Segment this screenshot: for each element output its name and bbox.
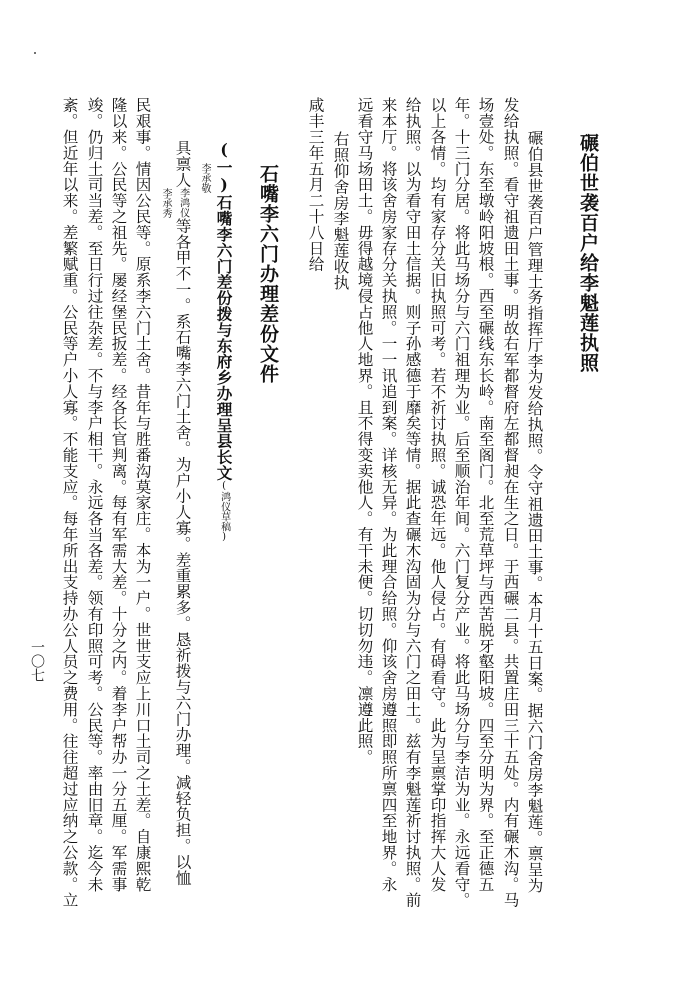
doc1-line-4: 年。十三门分居。将此马场分与六门祖理为业。后至顺治年间。六门复分产业。将此马场分与李洁为业。永远看守。: [452, 97, 471, 908]
doc2-line-3: 隆以来。公民等之祖先。屡经堡民扳差。经各长官判离。每有军需大差。十分之内。着李户帮办一分五厘。军需事: [109, 97, 128, 892]
doc1-line-2: 发给执照。看守祖遗田土事。明故右军都督府左都督昶在生之日。于西碾二县。共置庄田三十五处。内有碾木沟。马: [501, 97, 520, 908]
doc2-name-cheng-jing: 李承敬: [199, 163, 210, 193]
doc2-section-note: (鸿仪草稿): [218, 480, 230, 543]
doc1-recipient: 右照仰舍房李魁莲收执: [331, 131, 350, 290]
doc1-title: 碾伯世袭百户给李魁莲执照: [577, 133, 599, 373]
doc1-line-1: 碾伯县世袭百户管理土务指挥厅李为发给执照。令守祖遗田土事。本月十五日案。据六门舍房李魁莲。禀呈为: [525, 130, 544, 894]
doc2-petitioner-label: 具禀人: [173, 140, 192, 188]
doc2-name-cheng-xiu: 李承秀: [160, 188, 171, 218]
doc1-date: 咸丰三年五月二十八日给: [306, 97, 325, 272]
doc1-line-8: 远看守马场田土。毋得越境侵占他人地界。且不得变卖他人。有干未便。切切勿违。凛遵此照。: [355, 97, 374, 765]
doc2-petition-line-1: [174, 140, 190, 886]
doc2-petitioner-name: 李鸿仪: [177, 187, 189, 218]
doc1-line-3: 场壹处。东至墩岭阳坡根。西至碾线东长岭。南至阁门。北至荒草坪与西苦脱牙壑阳坡。四至分明为界。至正德五: [476, 97, 495, 892]
doc2-line-4: 竣。仍归土司当差。至日行过往杂差。不与李户相干。永远各当各差。领有印照可考。公民等。率由旧章。迄今未: [85, 97, 104, 892]
doc2-petition-text: 等各甲不一。系石嘴李六门土舍。为户小人寡。差重累多。恳祈拨与六门办理。减轻负担。以恤: [173, 217, 192, 886]
page-number: 一〇七: [29, 640, 45, 682]
doc2-section-title: [216, 140, 232, 543]
doc1-line-5: 以上各情。均有家存分关旧执照可考。若不祈讨执照。诚恐年远。他人侵占。有碍看守。此为呈禀掌印指挥大人发: [428, 97, 447, 892]
scan-speck: [34, 52, 36, 54]
doc1-line-7: 来本厅。将该舍房家存分关执照。一一讯追到案。详核无异。为此理合给照。仰该舍房遵照即照所禀四至地界。永: [379, 97, 398, 892]
doc2-section-title-text: (一)石嘴李六门差份拨与东府乡办理呈县长文: [214, 140, 234, 481]
doc2-line-5: 紊。但近年以来。差繁赋重。公民等户小人寡。不能支应。每年所出支持办公人员之费用。往往超过应纳之公款。立: [60, 97, 79, 908]
doc2-line-2: 民艰事。情因公民等。原系李六门土舍。昔年与胜番沟莫家庄。本为一户。世世支应上川口土司之土差。自康熙乾: [133, 97, 152, 892]
doc1-line-6: 给执照。以为看守田土信据。则子孙感德于靡矣等情。据此查碾木沟固为分与六门之田土。兹有李魁莲祈讨执照。前: [403, 97, 422, 908]
doc2-title: 石嘴李六门办理差份文件: [257, 164, 279, 384]
